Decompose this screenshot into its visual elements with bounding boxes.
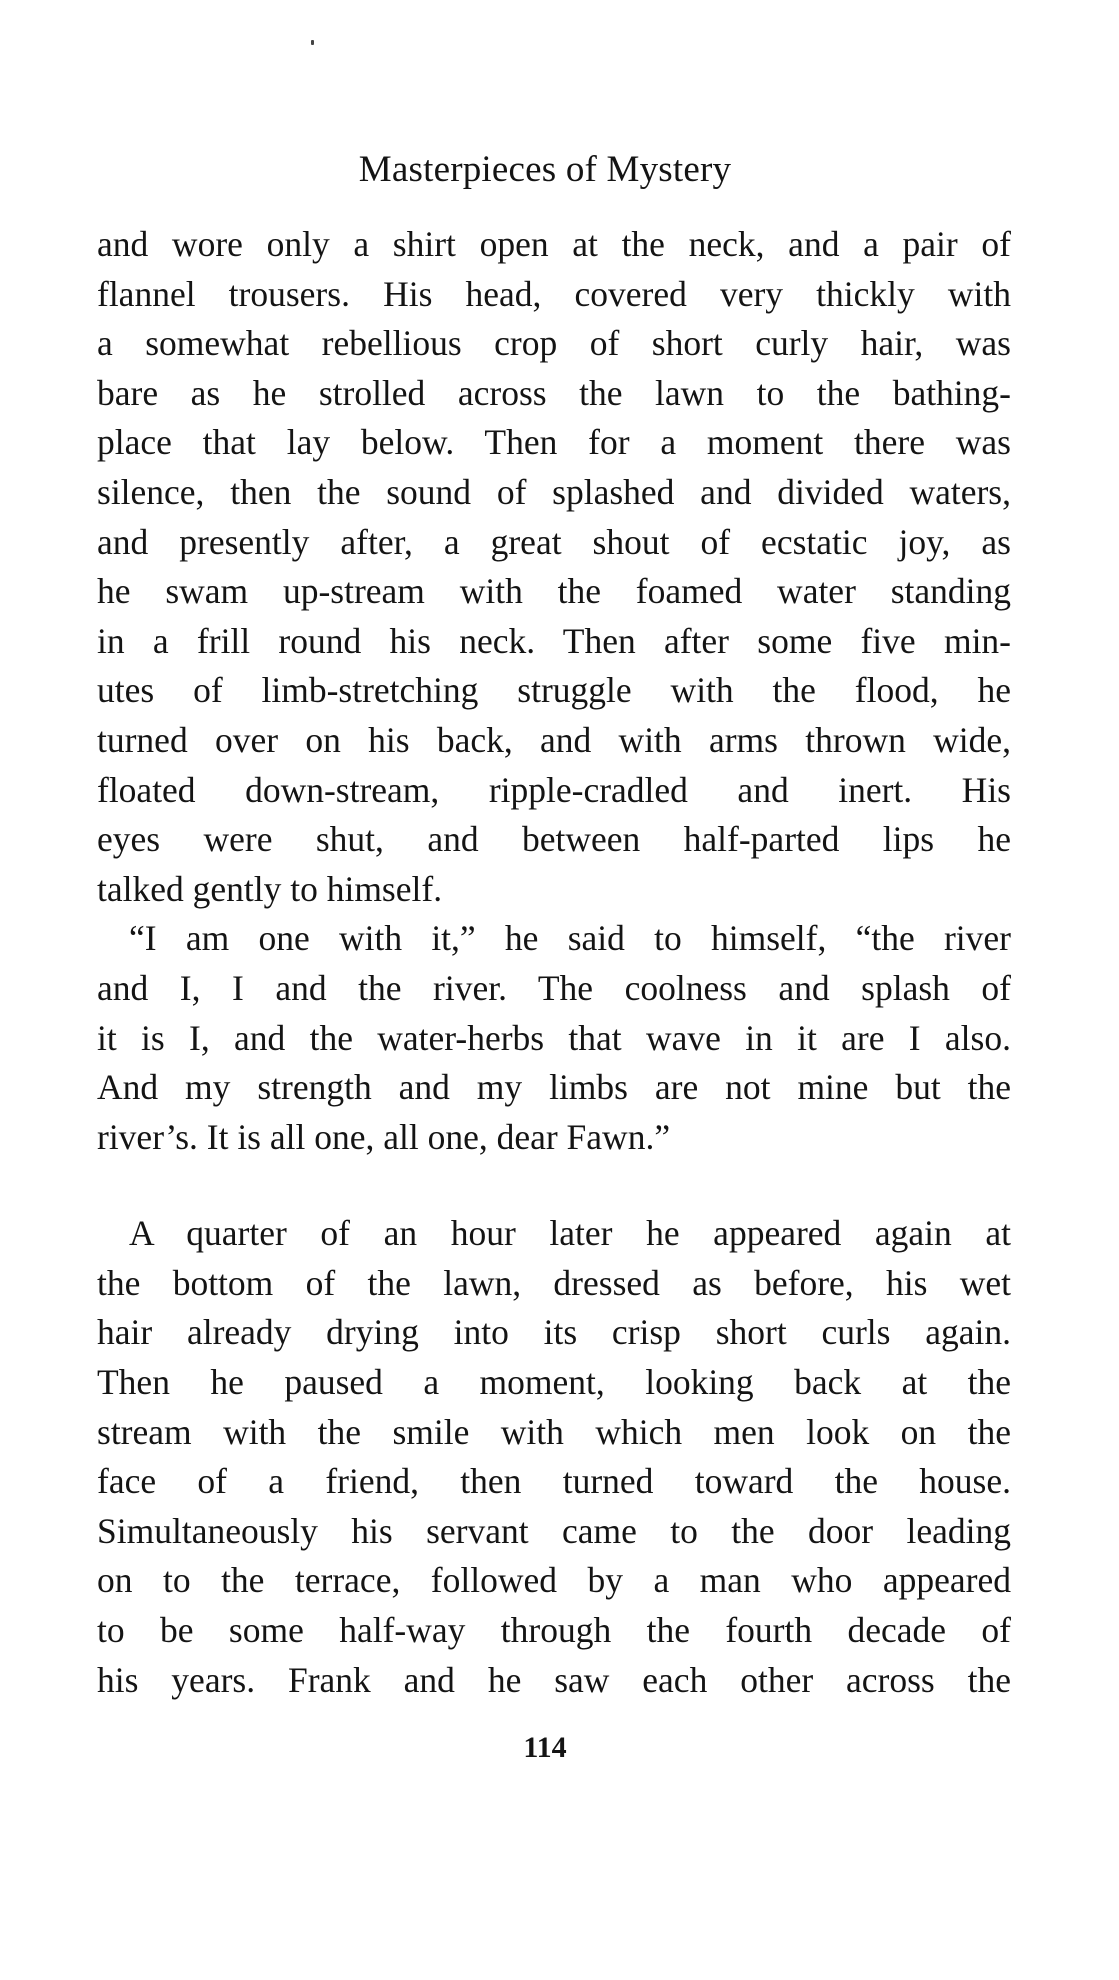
- text-line: to be some half-way through the fourth decade of: [97, 1610, 1011, 1651]
- text-line: the bottom of the lawn, dressed as before, his wet: [97, 1262, 1011, 1303]
- text-line: river’s. It is all one, all one, dear Fawn.”: [97, 1116, 671, 1157]
- text-line: floated down-stream, ripple-cradled and inert. His: [97, 769, 1011, 810]
- paragraph: [97, 1209, 1011, 1705]
- text-line: it is I, and the water-herbs that wave in it are I also.: [97, 1017, 1011, 1058]
- text-line: in a frill round his neck. Then after some five min-: [97, 620, 1011, 661]
- text-line: bare as he strolled across the lawn to the bathing-: [97, 372, 1011, 413]
- text-line: talked gently to himself.: [97, 868, 443, 909]
- body-text: [97, 220, 1011, 1705]
- text-line: Then he paused a moment, looking back at the: [97, 1362, 1011, 1403]
- text-line: silence, then the sound of splashed and divided waters,: [97, 471, 1011, 512]
- text-line: stream with the smile with which men look on the: [97, 1411, 1011, 1452]
- text-line: flannel trousers. His head, covered very thickly with: [97, 273, 1011, 314]
- text-line: eyes were shut, and between half-parted lips he: [97, 819, 1011, 860]
- text-line: and I, I and the river. The coolness and splash of: [97, 967, 1011, 1008]
- paragraph: [97, 220, 1011, 914]
- text-line: turned over on his back, and with arms thrown wide,: [97, 719, 1011, 760]
- text-line: on to the terrace, followed by a man who appeared: [97, 1560, 1011, 1601]
- text-line: place that lay below. Then for a moment there was: [97, 422, 1011, 463]
- paragraph: [97, 914, 1011, 1162]
- text-line: he swam up-stream with the foamed water standing: [97, 571, 1011, 612]
- text-line: Simultaneously his servant came to the door leading: [97, 1510, 1011, 1551]
- running-head: Masterpieces of Mystery: [358, 149, 732, 190]
- text-line: “I am one with it,” he said to himself, “the river: [129, 918, 1011, 959]
- text-line: hair already drying into its crisp short curls again.: [97, 1312, 1011, 1353]
- text-line: and presently after, a great shout of ecstatic joy, as: [97, 521, 1011, 562]
- text-line: a somewhat rebellious crop of short curly hair, was: [97, 323, 1011, 364]
- text-line: And my strength and my limbs are not mine but the: [97, 1067, 1011, 1108]
- text-line: A quarter of an hour later he appeared again at: [129, 1213, 1011, 1254]
- print-speck: [311, 40, 314, 45]
- page-number: 114: [523, 1731, 567, 1764]
- text-line: and wore only a shirt open at the neck, and a pair of: [97, 224, 1011, 264]
- text-line: his years. Frank and he saw each other across the: [97, 1659, 1011, 1700]
- section-break: [97, 1162, 1011, 1209]
- text-line: face of a friend, then turned toward the house.: [97, 1461, 1011, 1502]
- text-line: utes of limb-stretching struggle with the flood, he: [97, 670, 1011, 711]
